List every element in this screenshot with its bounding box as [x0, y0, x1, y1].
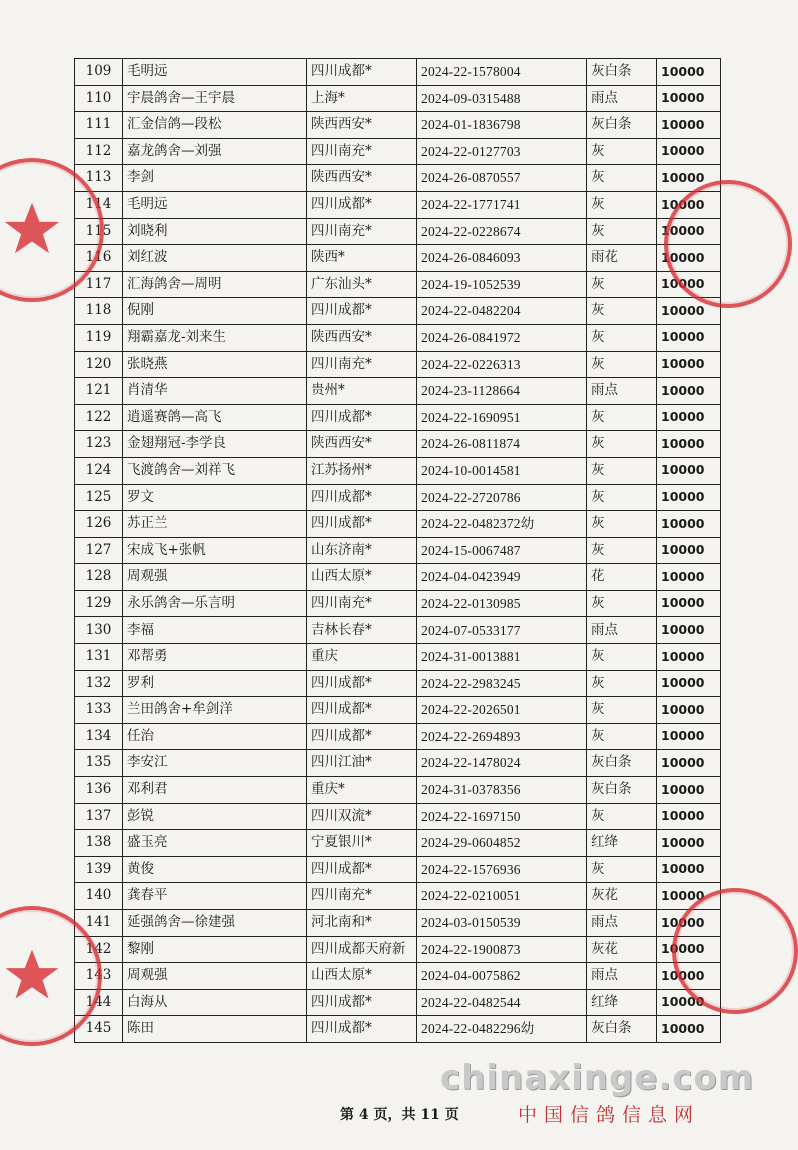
feather-color-cell: 红绛	[587, 989, 657, 1016]
prize-cell: 10000	[657, 750, 721, 777]
location-cell: 陕西西安*	[307, 324, 417, 351]
feather-color-cell: 灰白条	[587, 1016, 657, 1043]
table-row	[75, 59, 721, 86]
rank-cell: 124	[75, 457, 123, 484]
location-cell: 山西太原*	[307, 564, 417, 591]
owner-cell: 肖清华	[123, 378, 307, 405]
feather-color-cell: 灰白条	[587, 750, 657, 777]
rank-cell: 145	[75, 1016, 123, 1043]
feather-color-cell: 灰	[587, 218, 657, 245]
location-cell: 四川成都天府新	[307, 936, 417, 963]
owner-cell: 逍遥赛鸽—高飞	[123, 404, 307, 431]
prize-cell: 10000	[657, 138, 721, 165]
location-cell: 四川成都*	[307, 697, 417, 724]
rank-cell: 125	[75, 484, 123, 511]
prize-cell: 10000	[657, 457, 721, 484]
prize-cell: 10000	[657, 723, 721, 750]
owner-cell: 金翅翔冠-李学良	[123, 431, 307, 458]
page-footer: 第 4 页，共 11 页	[340, 1107, 459, 1123]
rank-cell: 140	[75, 883, 123, 910]
table-row	[75, 777, 721, 804]
location-cell: 广东汕头*	[307, 271, 417, 298]
table-row	[75, 697, 721, 724]
seal-stamp-right-bottom	[672, 888, 798, 1014]
prize-cell: 10000	[657, 697, 721, 724]
owner-cell: 李剑	[123, 165, 307, 192]
location-cell: 四川成都*	[307, 191, 417, 218]
table-row	[75, 112, 721, 139]
rank-cell: 110	[75, 85, 123, 112]
rank-cell: 114	[75, 191, 123, 218]
feather-color-cell: 雨花	[587, 245, 657, 272]
table-row	[75, 351, 721, 378]
owner-cell: 宋成飞+张帆	[123, 537, 307, 564]
owner-cell: 罗利	[123, 670, 307, 697]
table-row	[75, 910, 721, 937]
seal-star-icon	[0, 162, 100, 298]
ring-number-cell: 2024-31-0378356	[417, 777, 587, 804]
ring-number-cell: 2024-22-0228674	[417, 218, 587, 245]
feather-color-cell: 灰	[587, 324, 657, 351]
rank-cell: 127	[75, 537, 123, 564]
rank-cell: 136	[75, 777, 123, 804]
rank-cell: 121	[75, 378, 123, 405]
location-cell: 四川成都*	[307, 298, 417, 325]
owner-cell: 罗文	[123, 484, 307, 511]
feather-color-cell: 雨点	[587, 617, 657, 644]
rank-cell: 122	[75, 404, 123, 431]
location-cell: 四川成都*	[307, 404, 417, 431]
rank-cell: 117	[75, 271, 123, 298]
ring-number-cell: 2024-07-0533177	[417, 617, 587, 644]
rank-cell: 128	[75, 564, 123, 591]
ring-number-cell: 2024-22-1771741	[417, 191, 587, 218]
watermark-text: chinaxinge.com	[440, 1058, 755, 1098]
ring-number-cell: 2024-22-0130985	[417, 590, 587, 617]
feather-color-cell: 灰	[587, 537, 657, 564]
rank-cell: 142	[75, 936, 123, 963]
location-cell: 宁夏银川*	[307, 830, 417, 857]
location-cell: 陕西西安*	[307, 165, 417, 192]
ring-number-cell: 2024-22-0482296幼	[417, 1016, 587, 1043]
table-row	[75, 298, 721, 325]
table-row	[75, 165, 721, 192]
owner-cell: 周观强	[123, 564, 307, 591]
seal-stamp-right-top	[664, 180, 792, 308]
ring-number-cell: 2024-29-0604852	[417, 830, 587, 857]
location-cell: 四川成都*	[307, 989, 417, 1016]
feather-color-cell: 灰	[587, 723, 657, 750]
ring-number-cell: 2024-22-2026501	[417, 697, 587, 724]
owner-cell: 刘晓利	[123, 218, 307, 245]
feather-color-cell: 灰	[587, 803, 657, 830]
ring-number-cell: 2024-22-2694893	[417, 723, 587, 750]
location-cell: 四川成都*	[307, 59, 417, 86]
prize-cell: 10000	[657, 777, 721, 804]
table-row	[75, 511, 721, 538]
table-row	[75, 670, 721, 697]
rank-cell: 143	[75, 963, 123, 990]
table-row	[75, 883, 721, 910]
site-name: 中国信鸽信息网	[518, 1104, 701, 1126]
prize-cell: 10000	[657, 1016, 721, 1043]
prize-cell: 10000	[657, 431, 721, 458]
rank-cell: 134	[75, 723, 123, 750]
owner-cell: 刘红波	[123, 245, 307, 272]
ring-number-cell: 2024-22-1690951	[417, 404, 587, 431]
ring-number-cell: 2024-22-1900873	[417, 936, 587, 963]
location-cell: 上海*	[307, 85, 417, 112]
table-row	[75, 723, 721, 750]
table-row	[75, 989, 721, 1016]
rank-cell: 131	[75, 644, 123, 671]
prize-cell: 10000	[657, 191, 721, 218]
table-row	[75, 936, 721, 963]
owner-cell: 白海从	[123, 989, 307, 1016]
feather-color-cell: 雨点	[587, 963, 657, 990]
location-cell: 四川成都*	[307, 670, 417, 697]
owner-cell: 毛明远	[123, 191, 307, 218]
location-cell: 重庆	[307, 644, 417, 671]
rank-cell: 119	[75, 324, 123, 351]
feather-color-cell: 灰	[587, 165, 657, 192]
feather-color-cell: 灰白条	[587, 112, 657, 139]
results-table-body	[75, 59, 721, 1043]
ring-number-cell: 2024-04-0423949	[417, 564, 587, 591]
prize-cell: 10000	[657, 165, 721, 192]
owner-cell: 邓利君	[123, 777, 307, 804]
location-cell: 四川江油*	[307, 750, 417, 777]
prize-cell: 10000	[657, 298, 721, 325]
prize-cell: 10000	[657, 803, 721, 830]
prize-cell: 10000	[657, 617, 721, 644]
prize-cell: 10000	[657, 590, 721, 617]
feather-color-cell: 灰	[587, 511, 657, 538]
rank-cell: 118	[75, 298, 123, 325]
location-cell: 四川成都*	[307, 856, 417, 883]
prize-cell: 10000	[657, 564, 721, 591]
table-row	[75, 431, 721, 458]
prize-cell: 10000	[657, 830, 721, 857]
prize-cell: 10000	[657, 989, 721, 1016]
feather-color-cell: 灰	[587, 138, 657, 165]
owner-cell: 任治	[123, 723, 307, 750]
owner-cell: 盛玉亮	[123, 830, 307, 857]
table-row	[75, 324, 721, 351]
location-cell: 四川南充*	[307, 351, 417, 378]
feather-color-cell: 灰白条	[587, 777, 657, 804]
prize-cell: 10000	[657, 271, 721, 298]
location-cell: 四川南充*	[307, 883, 417, 910]
ring-number-cell: 2024-04-0075862	[417, 963, 587, 990]
feather-color-cell: 花	[587, 564, 657, 591]
table-row	[75, 218, 721, 245]
prize-cell: 10000	[657, 378, 721, 405]
ring-number-cell: 2024-15-0067487	[417, 537, 587, 564]
ring-number-cell: 2024-03-0150539	[417, 910, 587, 937]
table-row	[75, 537, 721, 564]
location-cell: 四川成都*	[307, 723, 417, 750]
rank-cell: 120	[75, 351, 123, 378]
table-row	[75, 457, 721, 484]
ring-number-cell: 2024-22-1478024	[417, 750, 587, 777]
results-table	[74, 58, 721, 1043]
ring-number-cell: 2024-26-0841972	[417, 324, 587, 351]
feather-color-cell: 灰	[587, 484, 657, 511]
table-row	[75, 617, 721, 644]
prize-cell: 10000	[657, 85, 721, 112]
prize-cell: 10000	[657, 856, 721, 883]
rank-cell: 139	[75, 856, 123, 883]
rank-cell: 129	[75, 590, 123, 617]
table-row	[75, 830, 721, 857]
feather-color-cell: 灰	[587, 191, 657, 218]
location-cell: 吉林长春*	[307, 617, 417, 644]
owner-cell: 毛明远	[123, 59, 307, 86]
seal-stamp-left-bottom	[0, 906, 102, 1046]
feather-color-cell: 灰	[587, 697, 657, 724]
rank-cell: 141	[75, 910, 123, 937]
owner-cell: 邓帮勇	[123, 644, 307, 671]
ring-number-cell: 2024-22-1578004	[417, 59, 587, 86]
location-cell: 重庆*	[307, 777, 417, 804]
feather-color-cell: 灰	[587, 670, 657, 697]
rank-cell: 116	[75, 245, 123, 272]
location-cell: 四川成都*	[307, 1016, 417, 1043]
ring-number-cell: 2024-22-1576936	[417, 856, 587, 883]
rank-cell: 138	[75, 830, 123, 857]
owner-cell: 李福	[123, 617, 307, 644]
seal-star-icon	[0, 910, 98, 1042]
owner-cell: 龚春平	[123, 883, 307, 910]
prize-cell: 10000	[657, 484, 721, 511]
prize-cell: 10000	[657, 883, 721, 910]
table-row	[75, 856, 721, 883]
location-cell: 四川南充*	[307, 590, 417, 617]
ring-number-cell: 2024-22-2720786	[417, 484, 587, 511]
ring-number-cell: 2024-10-0014581	[417, 457, 587, 484]
owner-cell: 嘉龙鸽舍—刘强	[123, 138, 307, 165]
feather-color-cell: 灰	[587, 644, 657, 671]
rank-cell: 133	[75, 697, 123, 724]
owner-cell: 黄俊	[123, 856, 307, 883]
rank-cell: 132	[75, 670, 123, 697]
feather-color-cell: 雨点	[587, 378, 657, 405]
location-cell: 四川双流*	[307, 803, 417, 830]
seal-stamp-left-top	[0, 158, 104, 302]
rank-cell: 109	[75, 59, 123, 86]
feather-color-cell: 灰	[587, 457, 657, 484]
prize-cell: 10000	[657, 112, 721, 139]
feather-color-cell: 雨点	[587, 910, 657, 937]
owner-cell: 翔霸嘉龙-刘来生	[123, 324, 307, 351]
owner-cell: 延强鸽舍—徐建强	[123, 910, 307, 937]
table-row	[75, 644, 721, 671]
owner-cell: 飞渡鸽舍—刘祥飞	[123, 457, 307, 484]
rank-cell: 126	[75, 511, 123, 538]
owner-cell: 李安江	[123, 750, 307, 777]
feather-color-cell: 灰花	[587, 883, 657, 910]
table-row	[75, 963, 721, 990]
ring-number-cell: 2024-22-0482544	[417, 989, 587, 1016]
owner-cell: 倪刚	[123, 298, 307, 325]
table-row	[75, 404, 721, 431]
ring-number-cell: 2024-22-1697150	[417, 803, 587, 830]
ring-number-cell: 2024-22-0226313	[417, 351, 587, 378]
location-cell: 陕西*	[307, 245, 417, 272]
rank-cell: 112	[75, 138, 123, 165]
ring-number-cell: 2024-26-0846093	[417, 245, 587, 272]
prize-cell: 10000	[657, 245, 721, 272]
rank-cell: 115	[75, 218, 123, 245]
owner-cell: 彭锐	[123, 803, 307, 830]
table-row	[75, 803, 721, 830]
prize-cell: 10000	[657, 537, 721, 564]
rank-cell: 137	[75, 803, 123, 830]
table-row	[75, 378, 721, 405]
owner-cell: 陈田	[123, 1016, 307, 1043]
ring-number-cell: 2024-23-1128664	[417, 378, 587, 405]
prize-cell: 10000	[657, 351, 721, 378]
feather-color-cell: 灰白条	[587, 59, 657, 86]
table-row	[75, 564, 721, 591]
feather-color-cell: 红绛	[587, 830, 657, 857]
rank-cell: 130	[75, 617, 123, 644]
ring-number-cell: 2024-19-1052539	[417, 271, 587, 298]
prize-cell: 10000	[657, 218, 721, 245]
location-cell: 四川成都*	[307, 511, 417, 538]
ring-number-cell: 2024-26-0870557	[417, 165, 587, 192]
feather-color-cell: 灰	[587, 856, 657, 883]
rank-cell: 123	[75, 431, 123, 458]
owner-cell: 汇金信鸽—段松	[123, 112, 307, 139]
prize-cell: 10000	[657, 670, 721, 697]
location-cell: 四川南充*	[307, 138, 417, 165]
ring-number-cell: 2024-31-0013881	[417, 644, 587, 671]
ring-number-cell: 2024-22-2983245	[417, 670, 587, 697]
ring-number-cell: 2024-22-0127703	[417, 138, 587, 165]
rank-cell: 113	[75, 165, 123, 192]
location-cell: 山西太原*	[307, 963, 417, 990]
feather-color-cell: 灰花	[587, 936, 657, 963]
table-row	[75, 750, 721, 777]
location-cell: 江苏扬州*	[307, 457, 417, 484]
rank-cell: 111	[75, 112, 123, 139]
table-row	[75, 484, 721, 511]
owner-cell: 宇晨鸽舍—王宇晨	[123, 85, 307, 112]
feather-color-cell: 灰	[587, 271, 657, 298]
table-row	[75, 245, 721, 272]
prize-cell: 10000	[657, 511, 721, 538]
prize-cell: 10000	[657, 644, 721, 671]
ring-number-cell: 2024-22-0210051	[417, 883, 587, 910]
owner-cell: 兰田鸽舍+牟剑洋	[123, 697, 307, 724]
location-cell: 四川南充*	[307, 218, 417, 245]
location-cell: 河北南和*	[307, 910, 417, 937]
prize-cell: 10000	[657, 324, 721, 351]
ring-number-cell: 2024-26-0811874	[417, 431, 587, 458]
ring-number-cell: 2024-01-1836798	[417, 112, 587, 139]
prize-cell: 10000	[657, 404, 721, 431]
owner-cell: 周观强	[123, 963, 307, 990]
feather-color-cell: 雨点	[587, 85, 657, 112]
owner-cell: 张晓燕	[123, 351, 307, 378]
feather-color-cell: 灰	[587, 404, 657, 431]
table-row	[75, 1016, 721, 1043]
ring-number-cell: 2024-22-0482372幼	[417, 511, 587, 538]
ring-number-cell: 2024-22-0482204	[417, 298, 587, 325]
table-row	[75, 271, 721, 298]
feather-color-cell: 灰	[587, 431, 657, 458]
feather-color-cell: 灰	[587, 298, 657, 325]
table-row	[75, 85, 721, 112]
ring-number-cell: 2024-09-0315488	[417, 85, 587, 112]
prize-cell: 10000	[657, 59, 721, 86]
owner-cell: 汇海鸽舍—周明	[123, 271, 307, 298]
table-row	[75, 191, 721, 218]
prize-cell: 10000	[657, 963, 721, 990]
prize-cell: 10000	[657, 910, 721, 937]
location-cell: 四川成都*	[307, 484, 417, 511]
owner-cell: 永乐鸽舍—乐言明	[123, 590, 307, 617]
feather-color-cell: 灰	[587, 590, 657, 617]
rank-cell: 135	[75, 750, 123, 777]
table-row	[75, 138, 721, 165]
location-cell: 山东济南*	[307, 537, 417, 564]
prize-cell: 10000	[657, 936, 721, 963]
location-cell: 贵州*	[307, 378, 417, 405]
location-cell: 陕西西安*	[307, 431, 417, 458]
owner-cell: 黎刚	[123, 936, 307, 963]
feather-color-cell: 灰	[587, 351, 657, 378]
rank-cell: 144	[75, 989, 123, 1016]
location-cell: 陕西西安*	[307, 112, 417, 139]
table-row	[75, 590, 721, 617]
owner-cell: 苏正兰	[123, 511, 307, 538]
